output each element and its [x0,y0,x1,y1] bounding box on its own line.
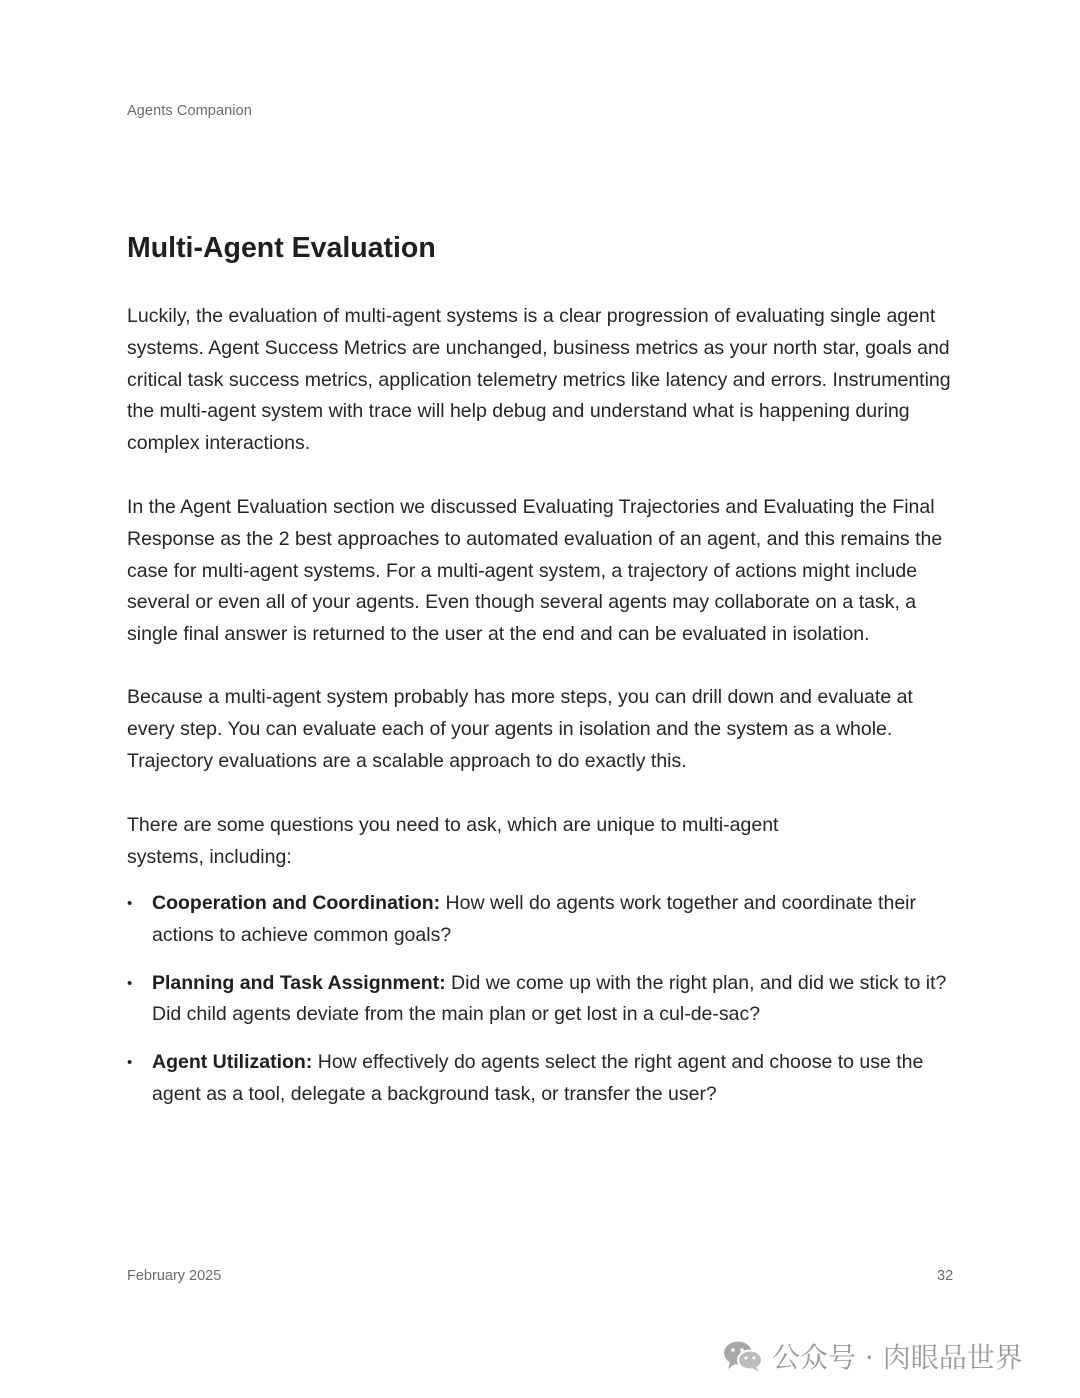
bullet-glyph: • [127,1054,133,1072]
question-list [127,888,962,1127]
list-item [127,1047,962,1111]
watermark-text: 公众号 · 肉眼品世界 [772,1341,1023,1374]
page-number: 32 [937,1268,954,1284]
paragraph-3: Because a multi-agent system probably has more steps, you can drill down and evaluate at every step. You can evaluate each of your agents in isolation and the system as a whole. Trajectory evaluations are a scalable approach to do exactly this. [127,686,913,772]
list-item-term: Cooperation and Coordination: [152,892,441,914]
bullet-glyph: • [127,974,133,992]
section-title: Multi-Agent Evaluation [127,232,436,264]
list-item-term: Planning and Task Assignment: [152,971,446,994]
paragraph-4: There are some questions you need to ask, which are unique to multi-agent systems, including: [127,814,779,868]
watermark [722,1336,1023,1376]
list-item-text: Did we come up with the right plan, and did we stick to it? Did child agents deviate from the main plan or get lost in a cul-de-sac? [152,971,947,1026]
list-item [127,968,962,1032]
list-item-text: How well do agents work together and coordinate their actions to achieve common goals? [152,892,916,946]
list-item-term: Agent Utilization: [152,1051,313,1074]
running-header: Agents Companion [127,103,252,119]
footer-date: February 2025 [127,1268,222,1284]
wechat-icon [722,1339,764,1373]
list-item [127,888,962,952]
paragraph-1: Luckily, the evaluation of multi-agent systems is a clear progression of evaluating single agent systems. Agent Success Metrics are unchanged, business metrics as your north star, goals and critical task success metrics, application telemetry metrics like latency and errors. Instrumenting the multi-agent system with trace will help debug and understand what is happening during complex interactions. [127,305,951,455]
bullet-glyph: • [127,895,133,912]
paragraph-2: In the Agent Evaluation section we discussed Evaluating Trajectories and Evaluating the Final Response as the 2 best approaches to automated evaluation of an agent, and this remains the case for multi-agent systems. For a multi-agent system, a trajectory of actions might include several or even all of your agents. Even though several agents may collaborate on a task, a single final answer is returned to the user at the end and can be evaluated in isolation. [127,496,943,646]
list-item-text: How effectively do agents select the right agent and choose to use the agent as a tool, delegate a background task, or transfer the user? [152,1051,924,1105]
